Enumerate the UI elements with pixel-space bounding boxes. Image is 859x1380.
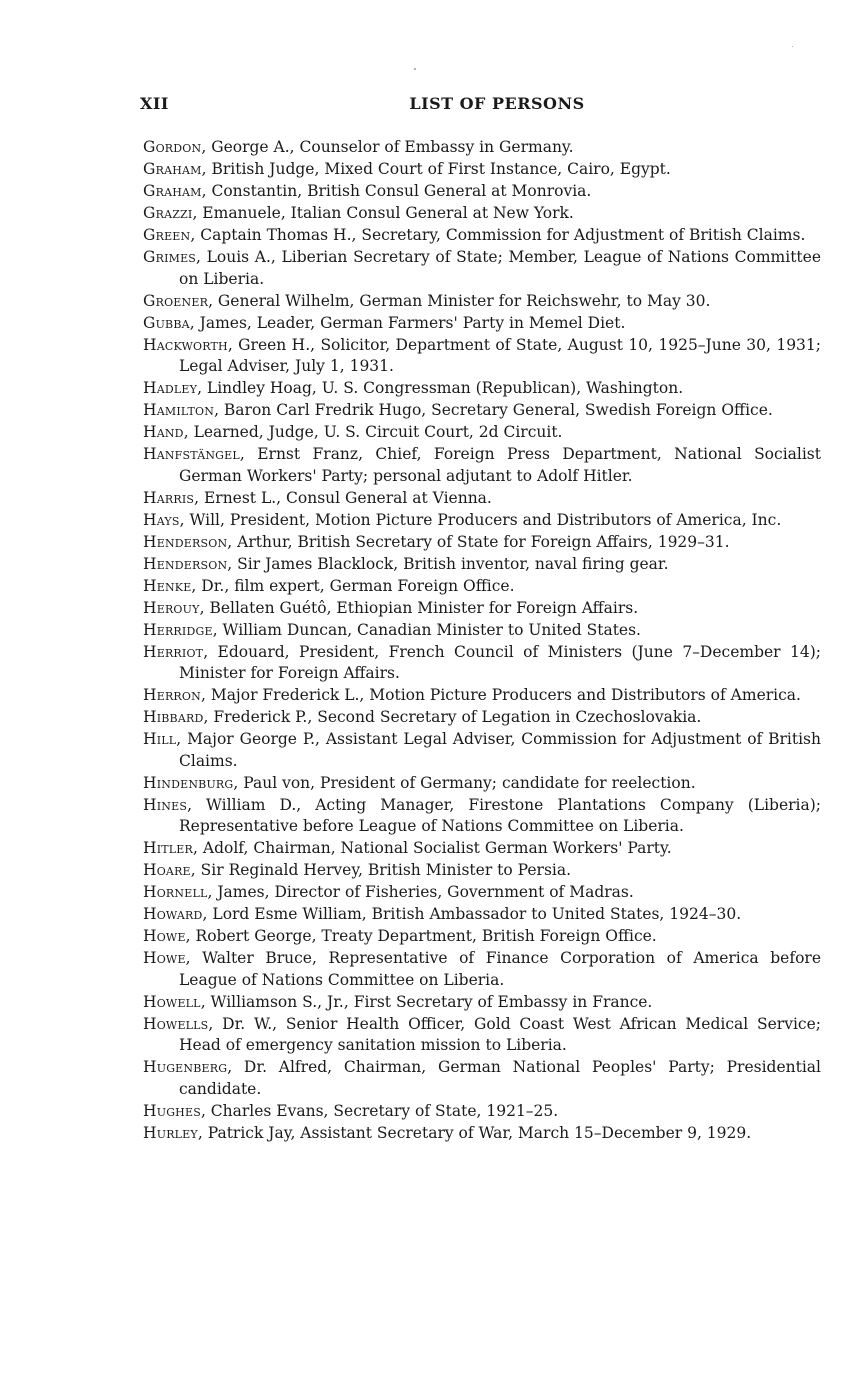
list-item — [143, 904, 821, 926]
list-item — [143, 532, 821, 554]
entry-surname: Harris — [143, 488, 195, 507]
entry-description: , Arthur, British Secretary of State for Foreign Affairs, 1929–31. — [227, 532, 730, 551]
entry-surname: Hays — [143, 510, 180, 529]
entry-surname: Gordon — [143, 138, 202, 156]
entry-surname: Hurley — [143, 1123, 198, 1142]
list-item — [143, 838, 821, 860]
entry-surname: Hornell — [143, 883, 208, 901]
list-item — [143, 554, 821, 576]
entry-surname: Hanfstängel — [143, 445, 240, 463]
entry-surname: Hill — [143, 730, 177, 748]
entry-surname: Gubba — [143, 313, 190, 332]
page-number: XII — [140, 94, 169, 113]
entry-description: , Louis A., Liberian Secretary of State; Member, League of Nations Committee on Liberia. — [179, 248, 821, 288]
entry-description: , Walter Bruce, Representative of Finance Corporation of America before League of Nations Committee on Liberia. — [179, 949, 821, 989]
entry-surname: Grimes — [143, 248, 197, 266]
entry-surname: Howe — [143, 927, 186, 945]
scan-speck — [792, 46, 793, 47]
running-title: LIST OF PERSONS — [409, 94, 585, 113]
list-item — [143, 773, 821, 795]
entry-description: , George A., Counselor of Embassy in Germany. — [201, 138, 574, 156]
entry-description: , Ernest L., Consul General at Vienna. — [194, 488, 492, 507]
entry-description: , Emanuele, Italian Consul General at New York. — [192, 204, 574, 222]
entry-description: , Constantin, British Consul General at Monrovia. — [201, 182, 592, 200]
entry-surname: Howell — [143, 992, 201, 1011]
entry-surname: Hamilton — [143, 401, 215, 419]
entry-surname: Howard — [143, 905, 203, 923]
entry-description: , Dr. W., Senior Health Officer, Gold Coast West African Medical Service; Head of emergency sanitation mission to Liberia. — [179, 1014, 821, 1054]
list-item — [143, 642, 821, 685]
person-list — [143, 137, 821, 1145]
entry-description: , Bellaten Guétô, Ethiopian Minister for Foreign Affairs. — [199, 598, 639, 617]
entry-surname: Hoare — [143, 861, 191, 879]
list-item — [143, 488, 821, 510]
entry-surname: Herouy — [143, 598, 200, 617]
list-item — [143, 795, 821, 838]
entry-surname: Graham — [143, 160, 202, 178]
list-item — [143, 598, 821, 620]
page-header — [140, 94, 814, 116]
entry-surname: Henderson — [143, 532, 228, 551]
entry-description: , Frederick P., Second Secretary of Legation in Czechoslovakia. — [203, 708, 702, 726]
entry-surname: Graham — [143, 182, 202, 200]
entry-description: , Adolf, Chairman, National Socialist German Workers' Party. — [193, 839, 672, 857]
entry-description: , Robert George, Treaty Department, British Foreign Office. — [185, 927, 657, 945]
entry-description: , Major George P., Assistant Legal Adviser, Commission for Adjustment of British Claims. — [176, 730, 821, 770]
entry-description: , Learned, Judge, U. S. Circuit Court, 2d Circuit. — [183, 423, 563, 441]
entry-surname: Hines — [143, 795, 188, 814]
list-item — [143, 620, 821, 642]
list-item — [143, 181, 821, 203]
entry-description: , William D., Acting Manager, Firestone Plantations Company (Liberia); Representative before League of Nations Committee on Liberia. — [179, 795, 821, 835]
list-item — [143, 378, 821, 400]
entry-surname: Howe — [143, 949, 186, 967]
list-item — [143, 159, 821, 181]
entry-description: , Will, President, Motion Picture Producers and Distributors of America, Inc. — [179, 510, 782, 529]
entry-description: , Green H., Solicitor, Department of State, August 10, 1925–June 30, 1931; Legal Adviser, July 1, 1931. — [179, 335, 821, 375]
entry-surname: Herriot — [143, 642, 204, 661]
list-item — [143, 926, 821, 948]
entry-description: , British Judge, Mixed Court of First Instance, Cairo, Egypt. — [201, 160, 671, 178]
entry-description: , Dr. Alfred, Chairman, German National Peoples' Party; Presidential candidate. — [179, 1058, 821, 1098]
entry-surname: Henderson — [143, 554, 228, 573]
list-item — [143, 444, 821, 487]
list-item — [143, 422, 821, 444]
entry-description: , Sir James Blacklock, British inventor, naval firing gear. — [227, 554, 669, 573]
list-item — [143, 291, 821, 313]
entry-description: , General Wilhelm, German Minister for Reichswehr, to May 30. — [208, 291, 711, 310]
entry-surname: Groener — [143, 291, 209, 310]
list-item — [143, 137, 821, 159]
entry-surname: Hugenberg — [143, 1058, 228, 1076]
list-item — [143, 313, 821, 335]
list-item — [143, 247, 821, 290]
entry-surname: Green — [143, 226, 191, 244]
list-item — [143, 729, 821, 772]
entry-surname: Grazzi — [143, 204, 193, 222]
list-item — [143, 335, 821, 378]
entry-description: , Lord Esme William, British Ambassador to United States, 1924–30. — [202, 905, 742, 923]
entry-description: , James, Leader, German Farmers' Party in Memel Diet. — [189, 313, 626, 332]
entry-surname: Howells — [143, 1014, 209, 1033]
list-item — [143, 1101, 821, 1123]
entry-description: , Paul von, President of Germany; candidate for reelection. — [233, 773, 696, 792]
entry-description: , Sir Reginald Hervey, British Minister to Persia. — [190, 861, 572, 879]
entry-description: , Ernst Franz, Chief, Foreign Press Department, National Socialist German Workers' Party; personal adjutant to Adolf Hitler. — [179, 445, 821, 485]
entry-description: , William Duncan, Canadian Minister to United States. — [212, 620, 641, 639]
list-item — [143, 510, 821, 532]
entry-description: , Edouard, President, French Council of Ministers (June 7–December 14); Minister for Foreign Affairs. — [179, 642, 821, 682]
entry-description: , Lindley Hoag, U. S. Congressman (Republican), Washington. — [197, 379, 684, 397]
list-item — [143, 1123, 821, 1145]
entry-description: , James, Director of Fisheries, Government of Madras. — [207, 883, 634, 901]
list-item — [143, 203, 821, 225]
list-item — [143, 707, 821, 729]
list-item — [143, 860, 821, 882]
list-item — [143, 225, 821, 247]
list-item — [143, 576, 821, 598]
entry-description: , Williamson S., Jr., First Secretary of Embassy in France. — [200, 992, 653, 1011]
list-item — [143, 992, 821, 1014]
list-item — [143, 882, 821, 904]
list-item — [143, 400, 821, 422]
entry-surname: Henke — [143, 576, 192, 595]
list-item — [143, 685, 821, 707]
entry-description: , Major Frederick L., Motion Picture Producers and Distributors of America. — [200, 686, 801, 704]
entry-surname: Hitler — [143, 839, 194, 857]
list-item — [143, 948, 821, 991]
list-item — [143, 1057, 821, 1100]
entry-surname: Hackworth — [143, 335, 228, 354]
entry-surname: Hindenburg — [143, 773, 234, 792]
entry-surname: Hand — [143, 423, 184, 441]
list-item — [143, 1014, 821, 1057]
entry-description: , Charles Evans, Secretary of State, 1921–25. — [200, 1101, 559, 1120]
entry-surname: Hibbard — [143, 708, 204, 726]
entry-description: , Baron Carl Fredrik Hugo, Secretary General, Swedish Foreign Office. — [214, 401, 773, 419]
entry-description: , Dr., film expert, German Foreign Office. — [191, 576, 515, 595]
entry-description: , Captain Thomas H., Secretary, Commission for Adjustment of British Claims. — [190, 226, 806, 244]
entry-surname: Herridge — [143, 620, 213, 639]
entry-description: , Patrick Jay, Assistant Secretary of War, March 15–December 9, 1929. — [197, 1123, 752, 1142]
entry-surname: Hughes — [143, 1101, 201, 1120]
scan-speck — [414, 68, 416, 70]
entry-surname: Hadley — [143, 379, 198, 397]
entry-surname: Herron — [143, 686, 201, 704]
